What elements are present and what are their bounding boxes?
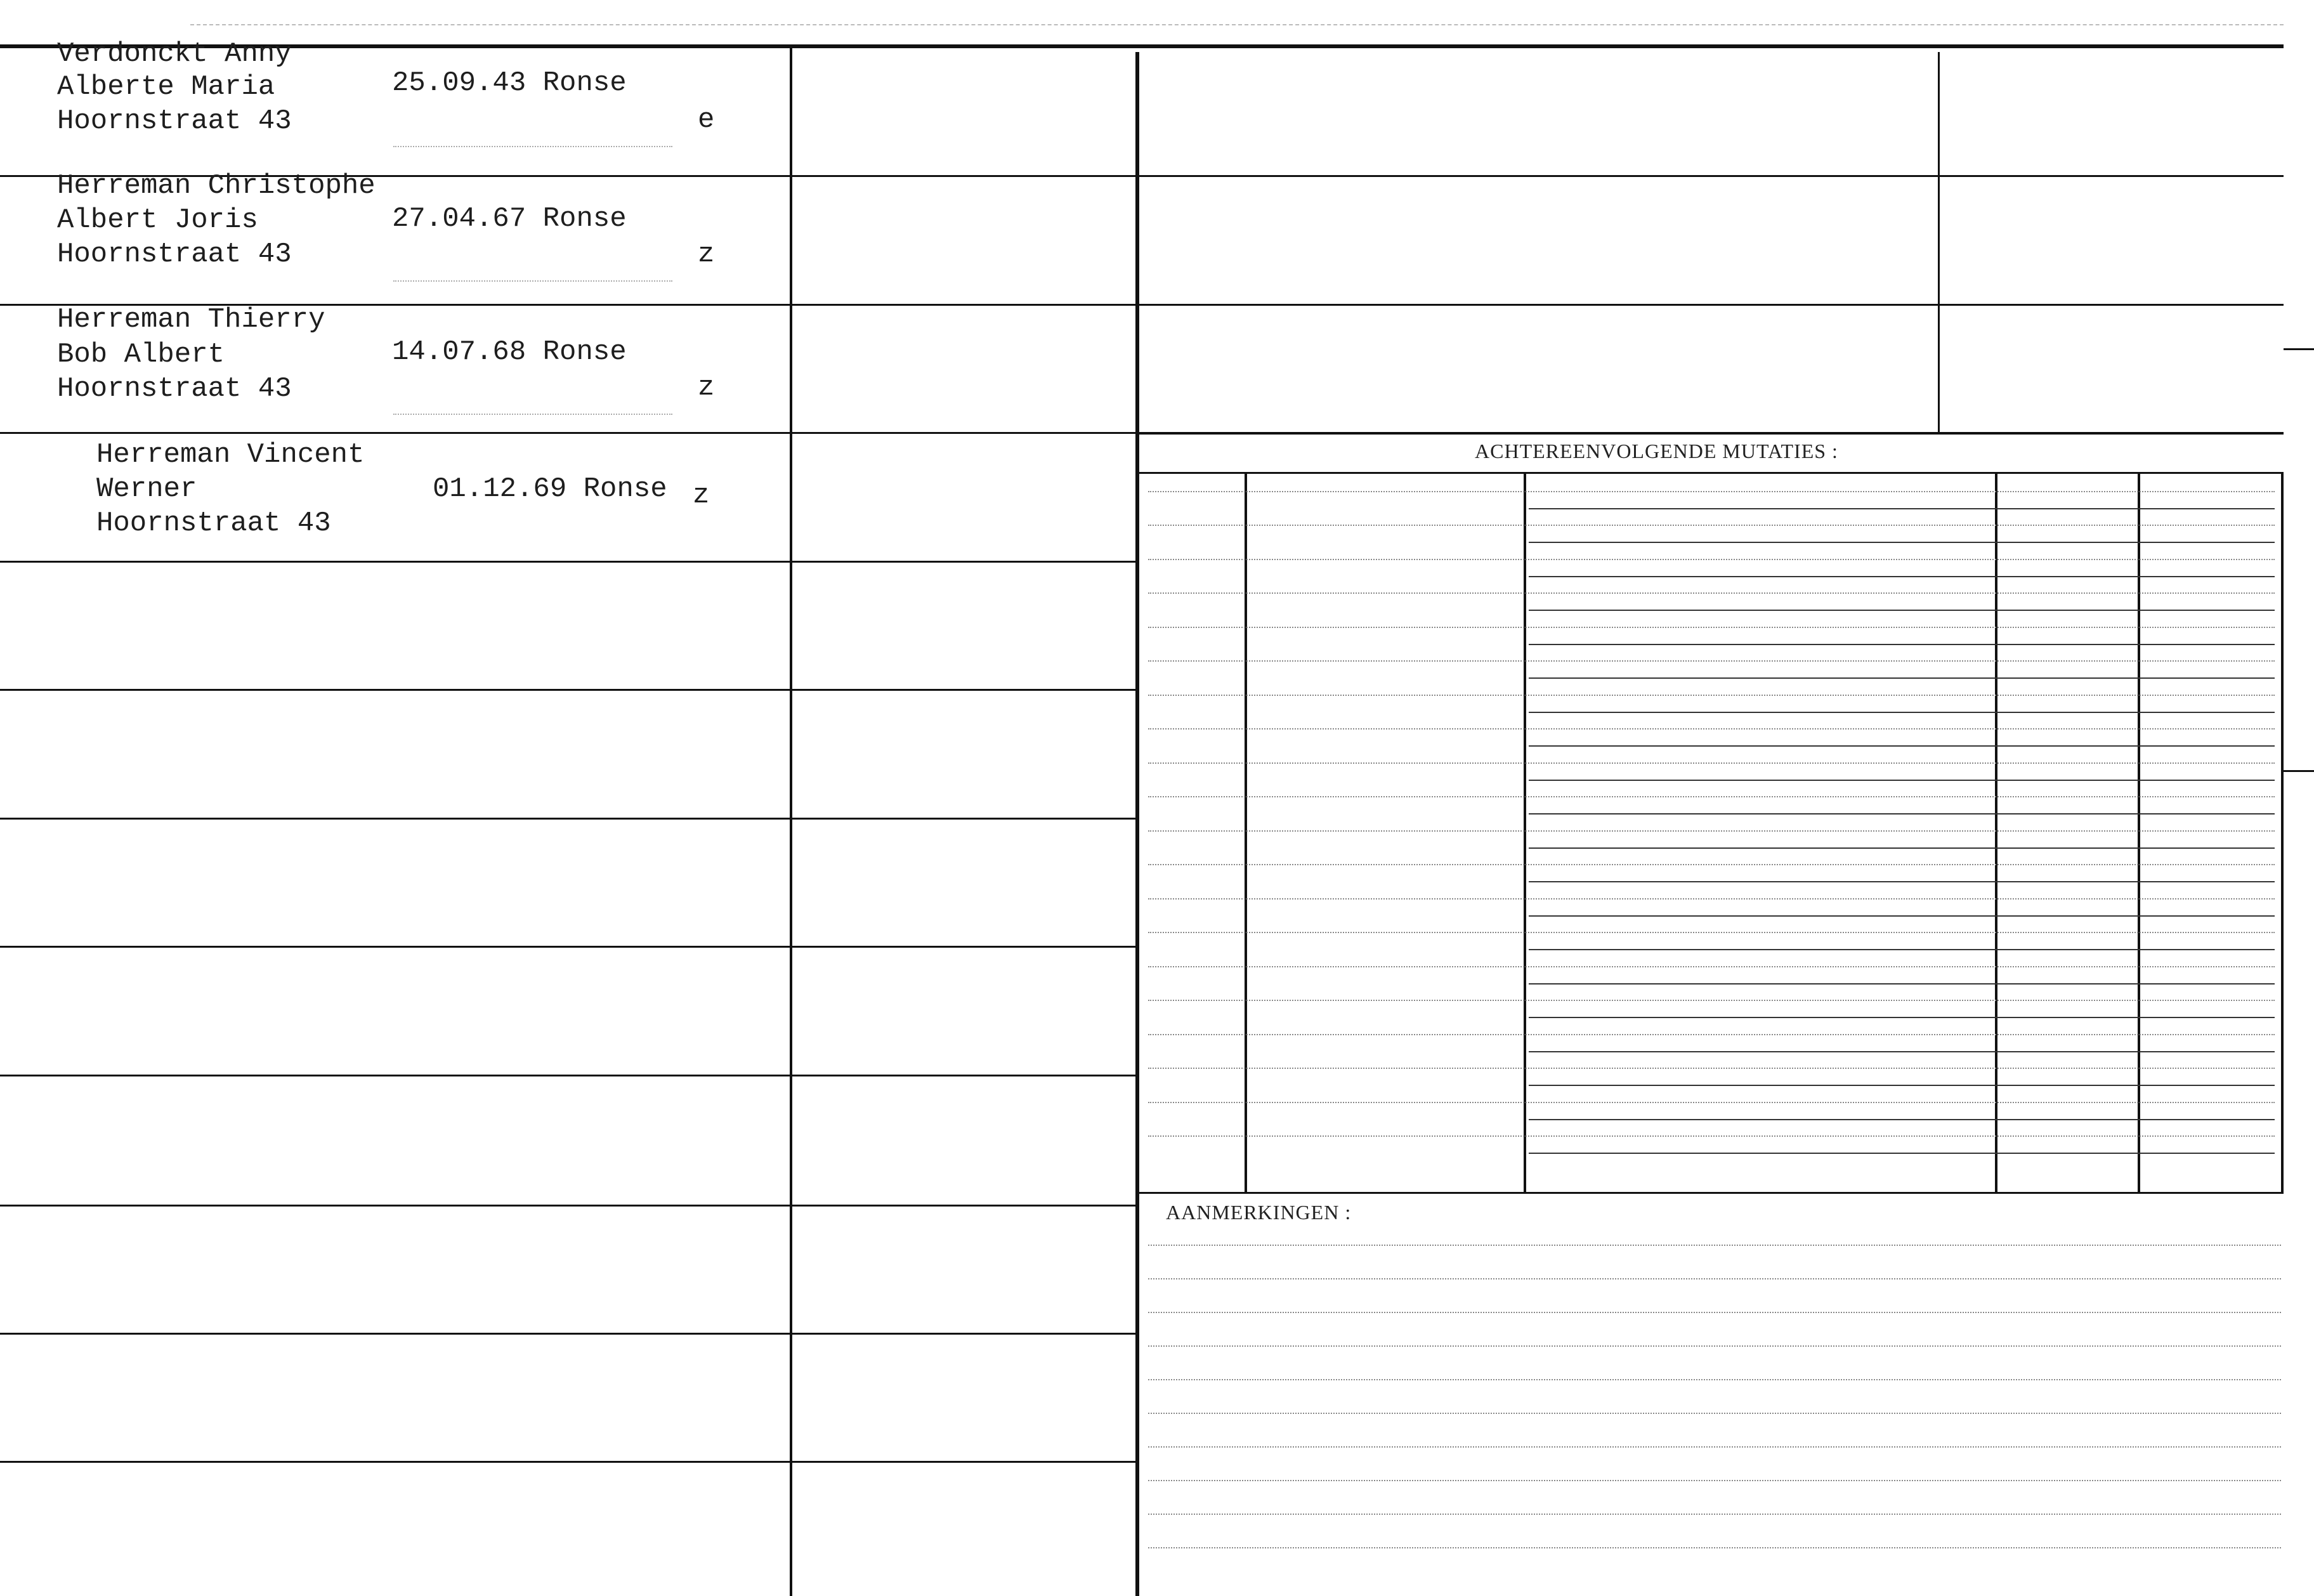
mutation-dotted-rule bbox=[1148, 627, 2275, 628]
mutation-dotted-rule bbox=[1148, 1102, 2275, 1103]
remarks-lines bbox=[1148, 1194, 2281, 1587]
mutation-solid-rule bbox=[1529, 712, 2275, 713]
row-line-5 bbox=[0, 689, 1135, 691]
record-3-birth: 14.07.68 Ronse bbox=[392, 336, 627, 368]
mutation-dotted-rule bbox=[1148, 695, 2275, 696]
remark-dotted-rule bbox=[1148, 1547, 2281, 1548]
mutation-dotted-rule bbox=[1148, 796, 2275, 797]
mutation-solid-rule bbox=[1529, 983, 2275, 984]
right-row-line-2 bbox=[1139, 304, 2284, 306]
remark-dotted-rule bbox=[1148, 1245, 2281, 1246]
record-3-relation: z bbox=[698, 372, 715, 403]
record-1-birth: 25.09.43 Ronse bbox=[392, 67, 627, 99]
record-1-name-line1: Verdonckt Anny bbox=[57, 38, 292, 70]
mutation-dotted-rule bbox=[1148, 762, 2275, 764]
mutation-solid-rule bbox=[1529, 508, 2275, 509]
mutation-dotted-rule bbox=[1148, 559, 2275, 560]
mutation-solid-rule bbox=[1529, 677, 2275, 679]
mutation-dotted-rule bbox=[1148, 1068, 2275, 1069]
record-2-birth: 27.04.67 Ronse bbox=[392, 203, 627, 235]
mutation-dotted-rule bbox=[1148, 830, 2275, 832]
left-column-divider bbox=[790, 48, 792, 1596]
remark-dotted-rule bbox=[1148, 1480, 2281, 1481]
mutations-rows bbox=[1148, 474, 2281, 1192]
mutation-dotted-rule bbox=[1148, 728, 2275, 729]
record-4-relation: z bbox=[693, 480, 710, 511]
record-4-name-line2: Werner bbox=[96, 473, 197, 505]
row-line-7 bbox=[0, 946, 1135, 948]
row-line-3 bbox=[0, 432, 1135, 434]
mutation-solid-rule bbox=[1529, 1051, 2275, 1052]
mutation-dotted-rule bbox=[1148, 525, 2275, 526]
mutation-solid-rule bbox=[1529, 847, 2275, 849]
top-faint-line bbox=[190, 24, 2284, 25]
mutation-solid-rule bbox=[1529, 780, 2275, 781]
record-2-address: Hoornstraat 43 bbox=[57, 239, 292, 270]
right-row-line-3 bbox=[1139, 432, 2284, 435]
row-line-8 bbox=[0, 1075, 1135, 1076]
mutation-solid-rule bbox=[1529, 745, 2275, 747]
row-dotted-line-2 bbox=[393, 280, 672, 282]
row-line-9 bbox=[0, 1205, 1135, 1207]
row-dotted-line-1 bbox=[393, 146, 672, 147]
mutation-dotted-rule bbox=[1148, 864, 2275, 865]
mutation-solid-rule bbox=[1529, 610, 2275, 611]
record-4-address: Hoornstraat 43 bbox=[96, 507, 331, 539]
mutation-dotted-rule bbox=[1148, 1034, 2275, 1035]
row-line-6 bbox=[0, 818, 1135, 820]
record-4-name-line1: Herreman Vincent bbox=[96, 439, 365, 471]
margin-tick-2 bbox=[2284, 770, 2314, 772]
mutation-dotted-rule bbox=[1148, 592, 2275, 594]
record-1-address: Hoornstraat 43 bbox=[57, 105, 292, 137]
row-line-11 bbox=[0, 1461, 1135, 1463]
row-line-4 bbox=[0, 561, 1135, 563]
remarks-title: AANMERKINGEN : bbox=[1166, 1201, 1352, 1224]
remark-dotted-rule bbox=[1148, 1345, 2281, 1347]
mutation-solid-rule bbox=[1529, 576, 2275, 577]
mutations-title: ACHTEREENVOLGENDE MUTATIES : bbox=[1475, 440, 1838, 462]
record-3-name-line1: Herreman Thierry bbox=[57, 304, 325, 336]
mutation-solid-rule bbox=[1529, 1153, 2275, 1154]
mutation-dotted-rule bbox=[1148, 660, 2275, 662]
mutation-dotted-rule bbox=[1148, 932, 2275, 933]
mutation-dotted-rule bbox=[1148, 1000, 2275, 1001]
center-divider bbox=[1135, 52, 1139, 1596]
mutation-solid-rule bbox=[1529, 644, 2275, 645]
row-dotted-line-3 bbox=[393, 414, 672, 415]
remark-dotted-rule bbox=[1148, 1312, 2281, 1313]
record-2-relation: z bbox=[698, 239, 715, 270]
record-2-name-line2: Albert Joris bbox=[57, 204, 258, 236]
margin-tick-1 bbox=[2284, 348, 2314, 350]
mutation-solid-rule bbox=[1529, 949, 2275, 950]
mutation-solid-rule bbox=[1529, 1085, 2275, 1086]
mutation-dotted-rule bbox=[1148, 898, 2275, 899]
right-row-line-1 bbox=[1139, 175, 2284, 177]
mutation-solid-rule bbox=[1529, 813, 2275, 814]
remark-dotted-rule bbox=[1148, 1278, 2281, 1279]
record-3-name-line2: Bob Albert bbox=[57, 339, 225, 370]
record-4-birth: 01.12.69 Ronse bbox=[433, 473, 667, 505]
mutation-dotted-rule bbox=[1148, 1135, 2275, 1137]
mutation-solid-rule bbox=[1529, 1119, 2275, 1120]
right-upper-divider bbox=[1938, 52, 1940, 433]
record-1-relation: e bbox=[698, 104, 715, 136]
mutation-solid-rule bbox=[1529, 915, 2275, 917]
mutation-dotted-rule bbox=[1148, 966, 2275, 967]
remark-dotted-rule bbox=[1148, 1514, 2281, 1515]
record-3-address: Hoornstraat 43 bbox=[57, 373, 292, 405]
mutation-dotted-rule bbox=[1148, 491, 2275, 492]
record-2-name-line1: Herreman Christophe bbox=[57, 170, 376, 202]
top-border bbox=[0, 44, 2284, 48]
remark-dotted-rule bbox=[1148, 1379, 2281, 1380]
mutation-solid-rule bbox=[1529, 1017, 2275, 1018]
remark-dotted-rule bbox=[1148, 1413, 2281, 1414]
remark-dotted-rule bbox=[1148, 1446, 2281, 1448]
record-1-name-line2: Alberte Maria bbox=[57, 71, 275, 103]
mutations-col-5 bbox=[2281, 474, 2284, 1192]
mutation-solid-rule bbox=[1529, 881, 2275, 882]
mutation-solid-rule bbox=[1529, 542, 2275, 543]
row-line-10 bbox=[0, 1333, 1135, 1335]
